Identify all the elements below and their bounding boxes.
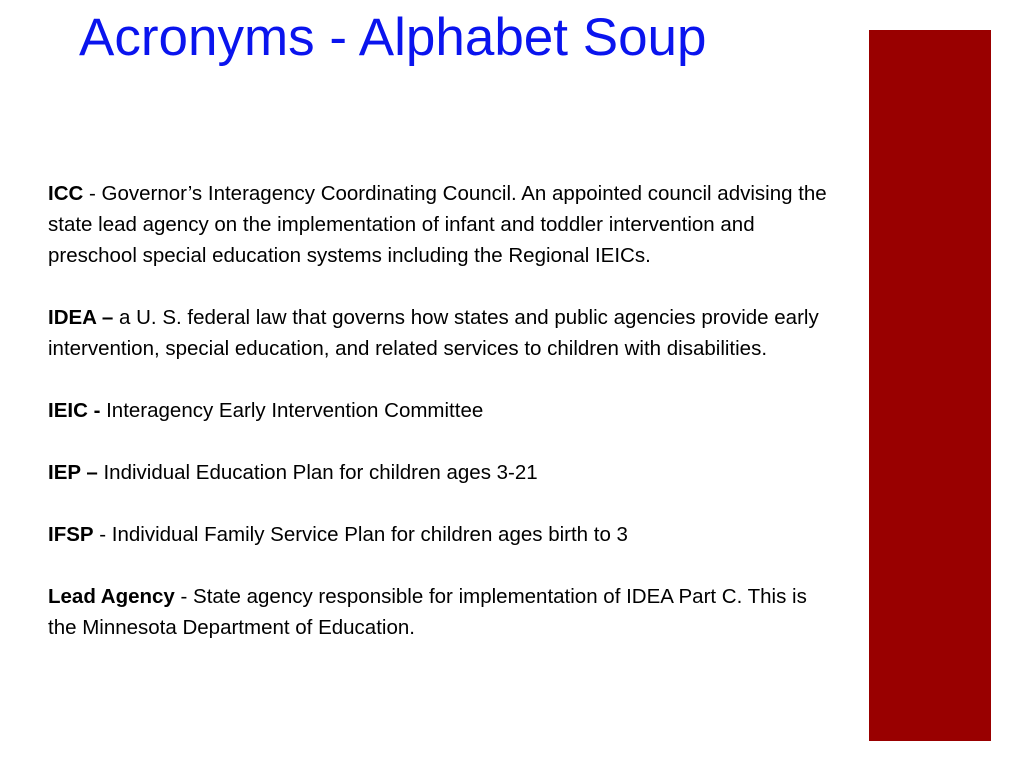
entry-term: IEP –: [48, 461, 98, 484]
entry-definition: - Governor’s Interagency Coordinating Council. An appointed council advising the state lead agency on the implementation of infant and toddler intervention and preschool special education systems including the Regional IEICs.: [48, 182, 827, 267]
accent-bar: [869, 30, 991, 741]
entry-definition: Individual Education Plan for children ages 3-21: [97, 461, 538, 484]
slide-body: [48, 178, 828, 674]
entry-iep: [48, 457, 828, 488]
entry-definition: - State agency responsible for implementation of IDEA Part C. This is the Minnesota Department of Education.: [48, 585, 807, 639]
entry-definition: - Individual Family Service Plan for children ages birth to 3: [93, 523, 628, 546]
entry-definition: Interagency Early Intervention Committee: [100, 399, 484, 422]
entry-term: IEIC -: [48, 399, 101, 422]
entry-ieic: [48, 395, 828, 426]
slide-title: Acronyms - Alphabet Soup: [79, 8, 707, 67]
entry-term: ICC: [48, 182, 84, 205]
entry-ifsp: [48, 519, 828, 550]
entry-icc: [48, 178, 828, 271]
entry-definition: a U. S. federal law that governs how states and public agencies provide early intervention, special education, and related services to children with disabilities.: [48, 306, 819, 360]
entry-term: IFSP: [48, 523, 94, 546]
entry-term: IDEA –: [48, 306, 114, 329]
entry-idea: [48, 302, 828, 364]
entry-lead-agency: [48, 581, 828, 643]
entry-term: Lead Agency: [48, 585, 175, 608]
